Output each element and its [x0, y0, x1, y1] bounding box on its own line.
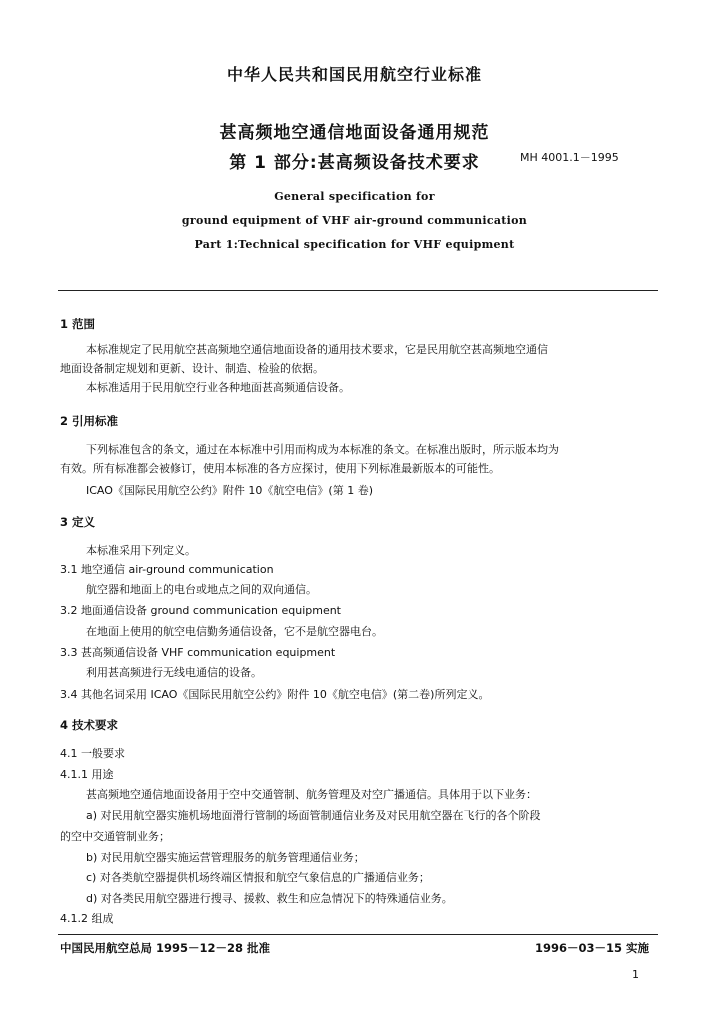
section-1-heading: 1 范围 — [60, 317, 96, 331]
definition-3-2-term: 3.2 地面通信设备 ground communication equipment — [60, 604, 341, 617]
section-2-paragraph-1b: 有效。所有标准都会被修订，使用本标准的各方应探讨，使用下列标准最新版本的可能性。 — [60, 462, 500, 475]
list-item-a-line-1: a) 对民用航空器实施机场地面滑行管制的场面管制通信业务及对民用航空器在飞行的各个阶段 — [86, 809, 541, 822]
list-item-c: c) 对各类航空器提供机场终端区情报和航空气象信息的广播通信业务； — [86, 871, 430, 884]
section-2-heading: 2 引用标准 — [60, 414, 119, 428]
effective-date-statement: 1996－03－15 实施 — [534, 941, 649, 955]
english-title-line-1: General specification for — [274, 190, 435, 203]
page-number: 1 — [632, 968, 639, 981]
document-title-line-2: 第 1 部分:甚高频设备技术要求 — [229, 153, 480, 173]
clause-4-1-2-heading: 4.1.2 组成 — [60, 912, 114, 925]
section-1-paragraph-1b: 地面设备制定规划和更新、设计、制造、检验的依据。 — [60, 362, 324, 375]
definition-3-1-term: 3.1 地空通信 air-ground communication — [60, 563, 274, 576]
clause-4-1-1-heading: 4.1.1 用途 — [60, 768, 114, 781]
footer-divider — [58, 934, 658, 935]
document-title-line-1: 甚高频地空通信地面设备通用规范 — [219, 123, 490, 143]
clause-4-1-1-text: 甚高频地空通信地面设备用于空中交通管制、航务管理及对空广播通信。具体用于以下业务： — [86, 788, 537, 801]
definition-3-4: 3.4 其他名词采用 ICAO《国际民用航空公约》附件 10《航空电信》(第二卷)所列定义。 — [60, 688, 490, 701]
english-title-line-3: Part 1:Technical specification for VHF equipment — [194, 238, 515, 251]
definition-3-3-term: 3.3 甚高频通信设备 VHF communication equipment — [60, 646, 336, 659]
section-4-heading: 4 技术要求 — [60, 718, 119, 732]
section-3-heading: 3 定义 — [60, 515, 96, 529]
section-2-reference: ICAO《国际民用航空公约》附件 10《航空电信》(第 1 卷) — [86, 484, 373, 497]
list-item-a-line-2: 的空中交通管制业务； — [60, 830, 170, 843]
approval-statement: 中国民用航空总局 1995－12－28 批准 — [60, 941, 271, 955]
header-divider — [58, 290, 658, 291]
section-2-paragraph-1a: 下列标准包含的条文，通过在本标准中引用而构成为本标准的条文。在标准出版时，所示版本均为 — [86, 443, 559, 456]
list-item-b: b) 对民用航空器实施运营管理服务的航务管理通信业务； — [86, 851, 365, 864]
definition-3-2-text: 在地面上使用的航空电信勤务通信设备，它不是航空器电台。 — [86, 625, 383, 638]
section-1-paragraph-1a: 本标准规定了民用航空甚高频地空通信地面设备的通用技术要求，它是民用航空甚高频地空通信 — [86, 343, 548, 356]
definition-3-1-text: 航空器和地面上的电台或地点之间的双向通信。 — [86, 583, 317, 596]
standard-code: MH 4001.1－1995 — [520, 151, 619, 164]
definition-3-3-text: 利用甚高频进行无线电通信的设备。 — [86, 666, 262, 679]
issuing-organization: 中华人民共和国民用航空行业标准 — [226, 65, 482, 84]
section-3-intro: 本标准采用下列定义。 — [86, 544, 196, 557]
section-1-paragraph-2: 本标准适用于民用航空行业各种地面甚高频通信设备。 — [86, 381, 350, 394]
list-item-d: d) 对各类民用航空器进行搜寻、援救、救生和应急情况下的特殊通信业务。 — [86, 892, 453, 905]
clause-4-1-heading: 4.1 一般要求 — [60, 747, 125, 760]
english-title-line-2: ground equipment of VHF air-ground communication — [181, 214, 528, 227]
